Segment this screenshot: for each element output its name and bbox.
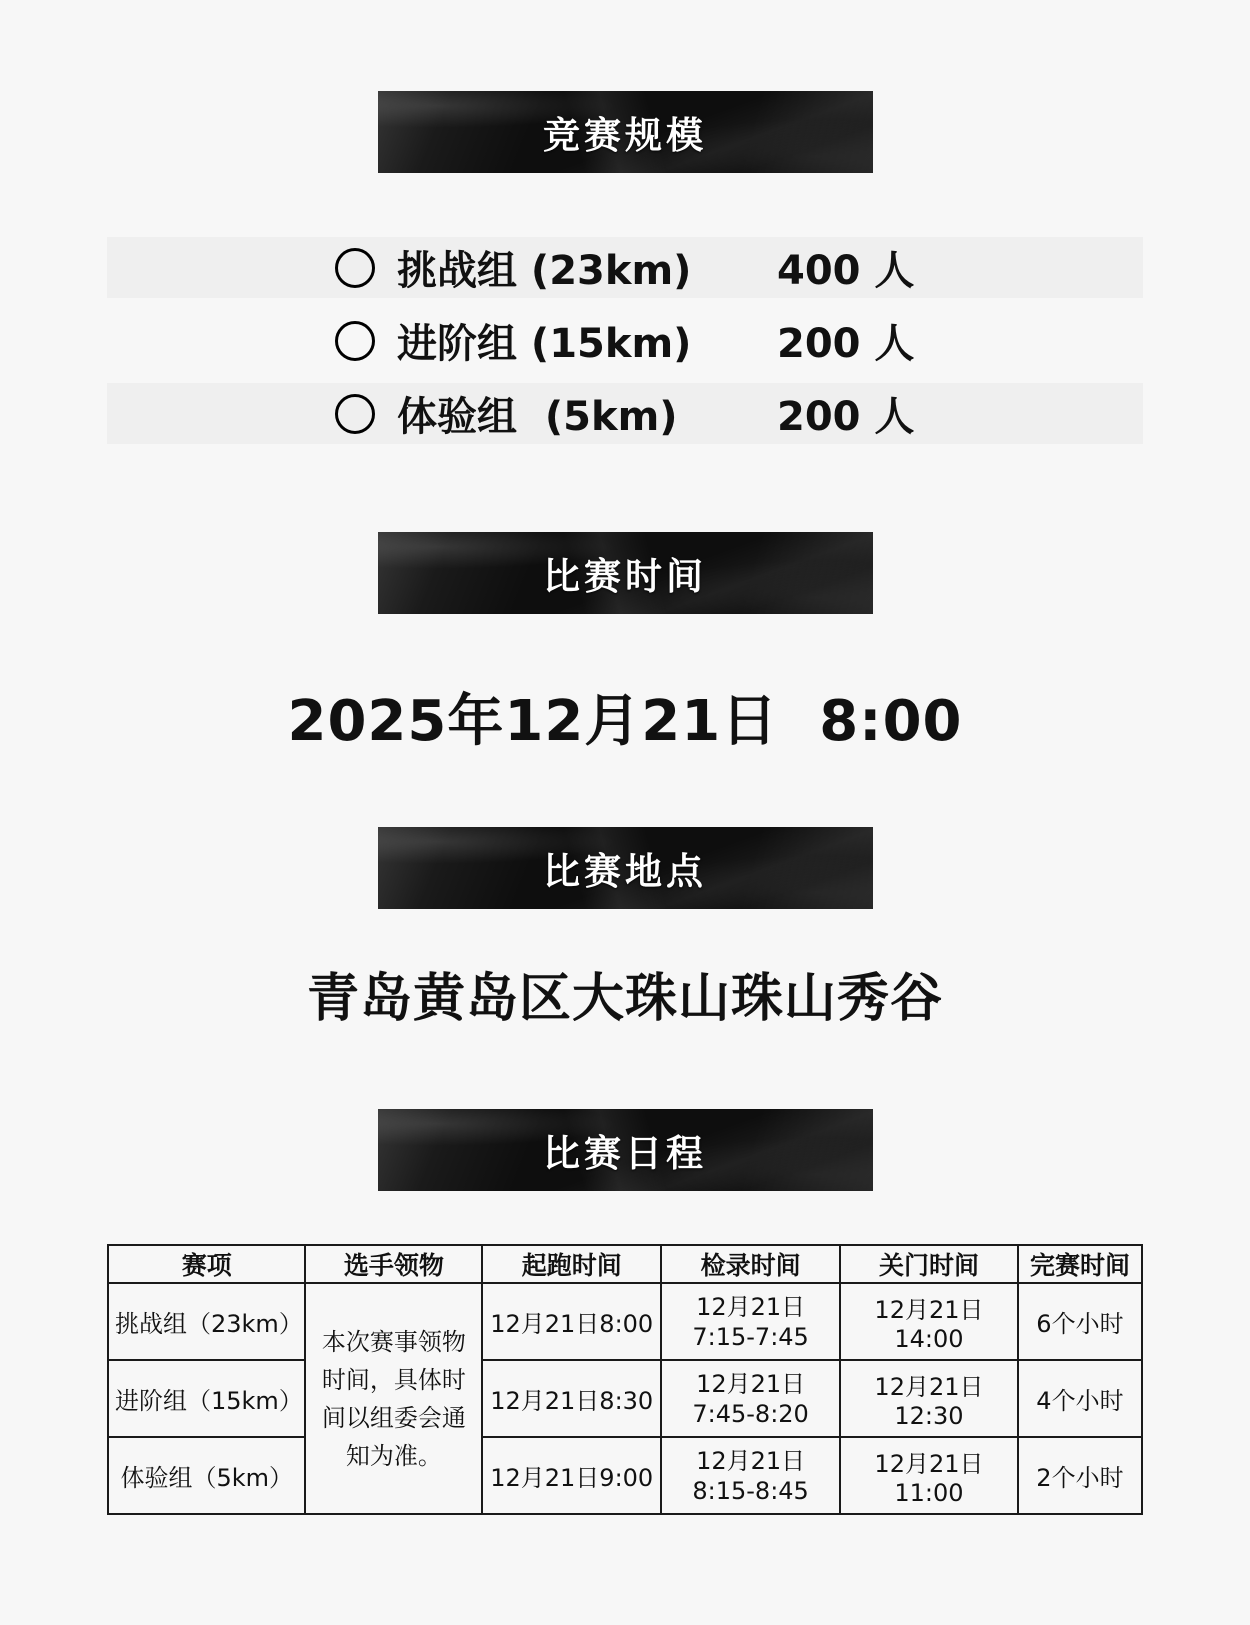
checkin-date: 12月21日 [696,1446,806,1475]
schedule-table-wrap [107,1244,1143,1515]
banner-race-location [378,827,873,909]
circle-bullet-icon [335,394,375,434]
scale-row-count: 200 人 [777,394,915,440]
checkin-window: 8:15-8:45 [692,1476,809,1505]
cell-checkin-time [661,1283,840,1360]
banner-race-schedule-title: 比赛日程 [543,1132,707,1175]
schedule-row-challenge [108,1283,1142,1360]
checkin-window: 7:45-8:20 [692,1399,809,1428]
schedule-table [107,1244,1143,1515]
scale-row-label: 体验组 (5km) [397,394,678,440]
cell-start-time: 12月21日8:30 [482,1360,661,1437]
cell-group: 体验组（5km） [108,1437,305,1514]
scale-row-experience [107,383,1143,444]
banner-competition-scale-title: 竞赛规模 [543,114,707,157]
schedule-row-advanced [108,1360,1142,1437]
scale-row-advanced [107,310,1143,371]
header-cutoff-time: 关门时间 [840,1245,1018,1283]
cell-group: 进阶组（15km） [108,1360,305,1437]
cell-finish-limit: 6个小时 [1018,1283,1142,1360]
scale-row-count: 400 人 [777,248,915,294]
checkin-date: 12月21日 [696,1369,806,1398]
banner-race-time-title: 比赛时间 [543,555,707,598]
cell-cutoff-time: 12月21日14:00 [840,1283,1018,1360]
header-finish-time: 完赛时间 [1018,1245,1142,1283]
cell-cutoff-time: 12月21日12:30 [840,1360,1018,1437]
cell-start-time: 12月21日8:00 [482,1283,661,1360]
checkin-window: 7:15-7:45 [692,1322,809,1351]
scale-row-label: 进阶组 (15km) [397,321,692,367]
circle-bullet-icon [335,248,375,288]
scale-list [107,237,1143,444]
header-start-time: 起跑时间 [482,1245,661,1283]
cell-group: 挑战组（23km） [108,1283,305,1360]
schedule-row-experience [108,1437,1142,1514]
cell-cutoff-time: 12月21日11:00 [840,1437,1018,1514]
header-checkin-time: 检录时间 [661,1245,840,1283]
race-date-text: 2025年12月21日 8:00 [287,689,963,754]
circle-bullet-icon [335,321,375,361]
banner-race-schedule [378,1109,873,1191]
checkin-date: 12月21日 [696,1292,806,1321]
cell-finish-limit: 2个小时 [1018,1437,1142,1514]
scale-row-challenge [107,237,1143,298]
race-location-text: 青岛黄岛区大珠山珠山秀谷 [306,969,943,1029]
header-event: 赛项 [108,1245,305,1283]
schedule-header-row [108,1245,1142,1283]
cell-pickup-note: 本次赛事领物时间，具体时间以组委会通知为准。 [305,1283,482,1514]
scale-row-label: 挑战组 (23km) [397,248,692,294]
cell-checkin-time [661,1437,840,1514]
banner-race-time [378,532,873,614]
cell-finish-limit: 4个小时 [1018,1360,1142,1437]
banner-competition-scale [378,91,873,173]
scale-row-count: 200 人 [777,321,915,367]
cell-start-time: 12月21日9:00 [482,1437,661,1514]
cell-checkin-time [661,1360,840,1437]
banner-race-location-title: 比赛地点 [543,850,707,893]
header-pickup: 选手领物 [305,1245,482,1283]
